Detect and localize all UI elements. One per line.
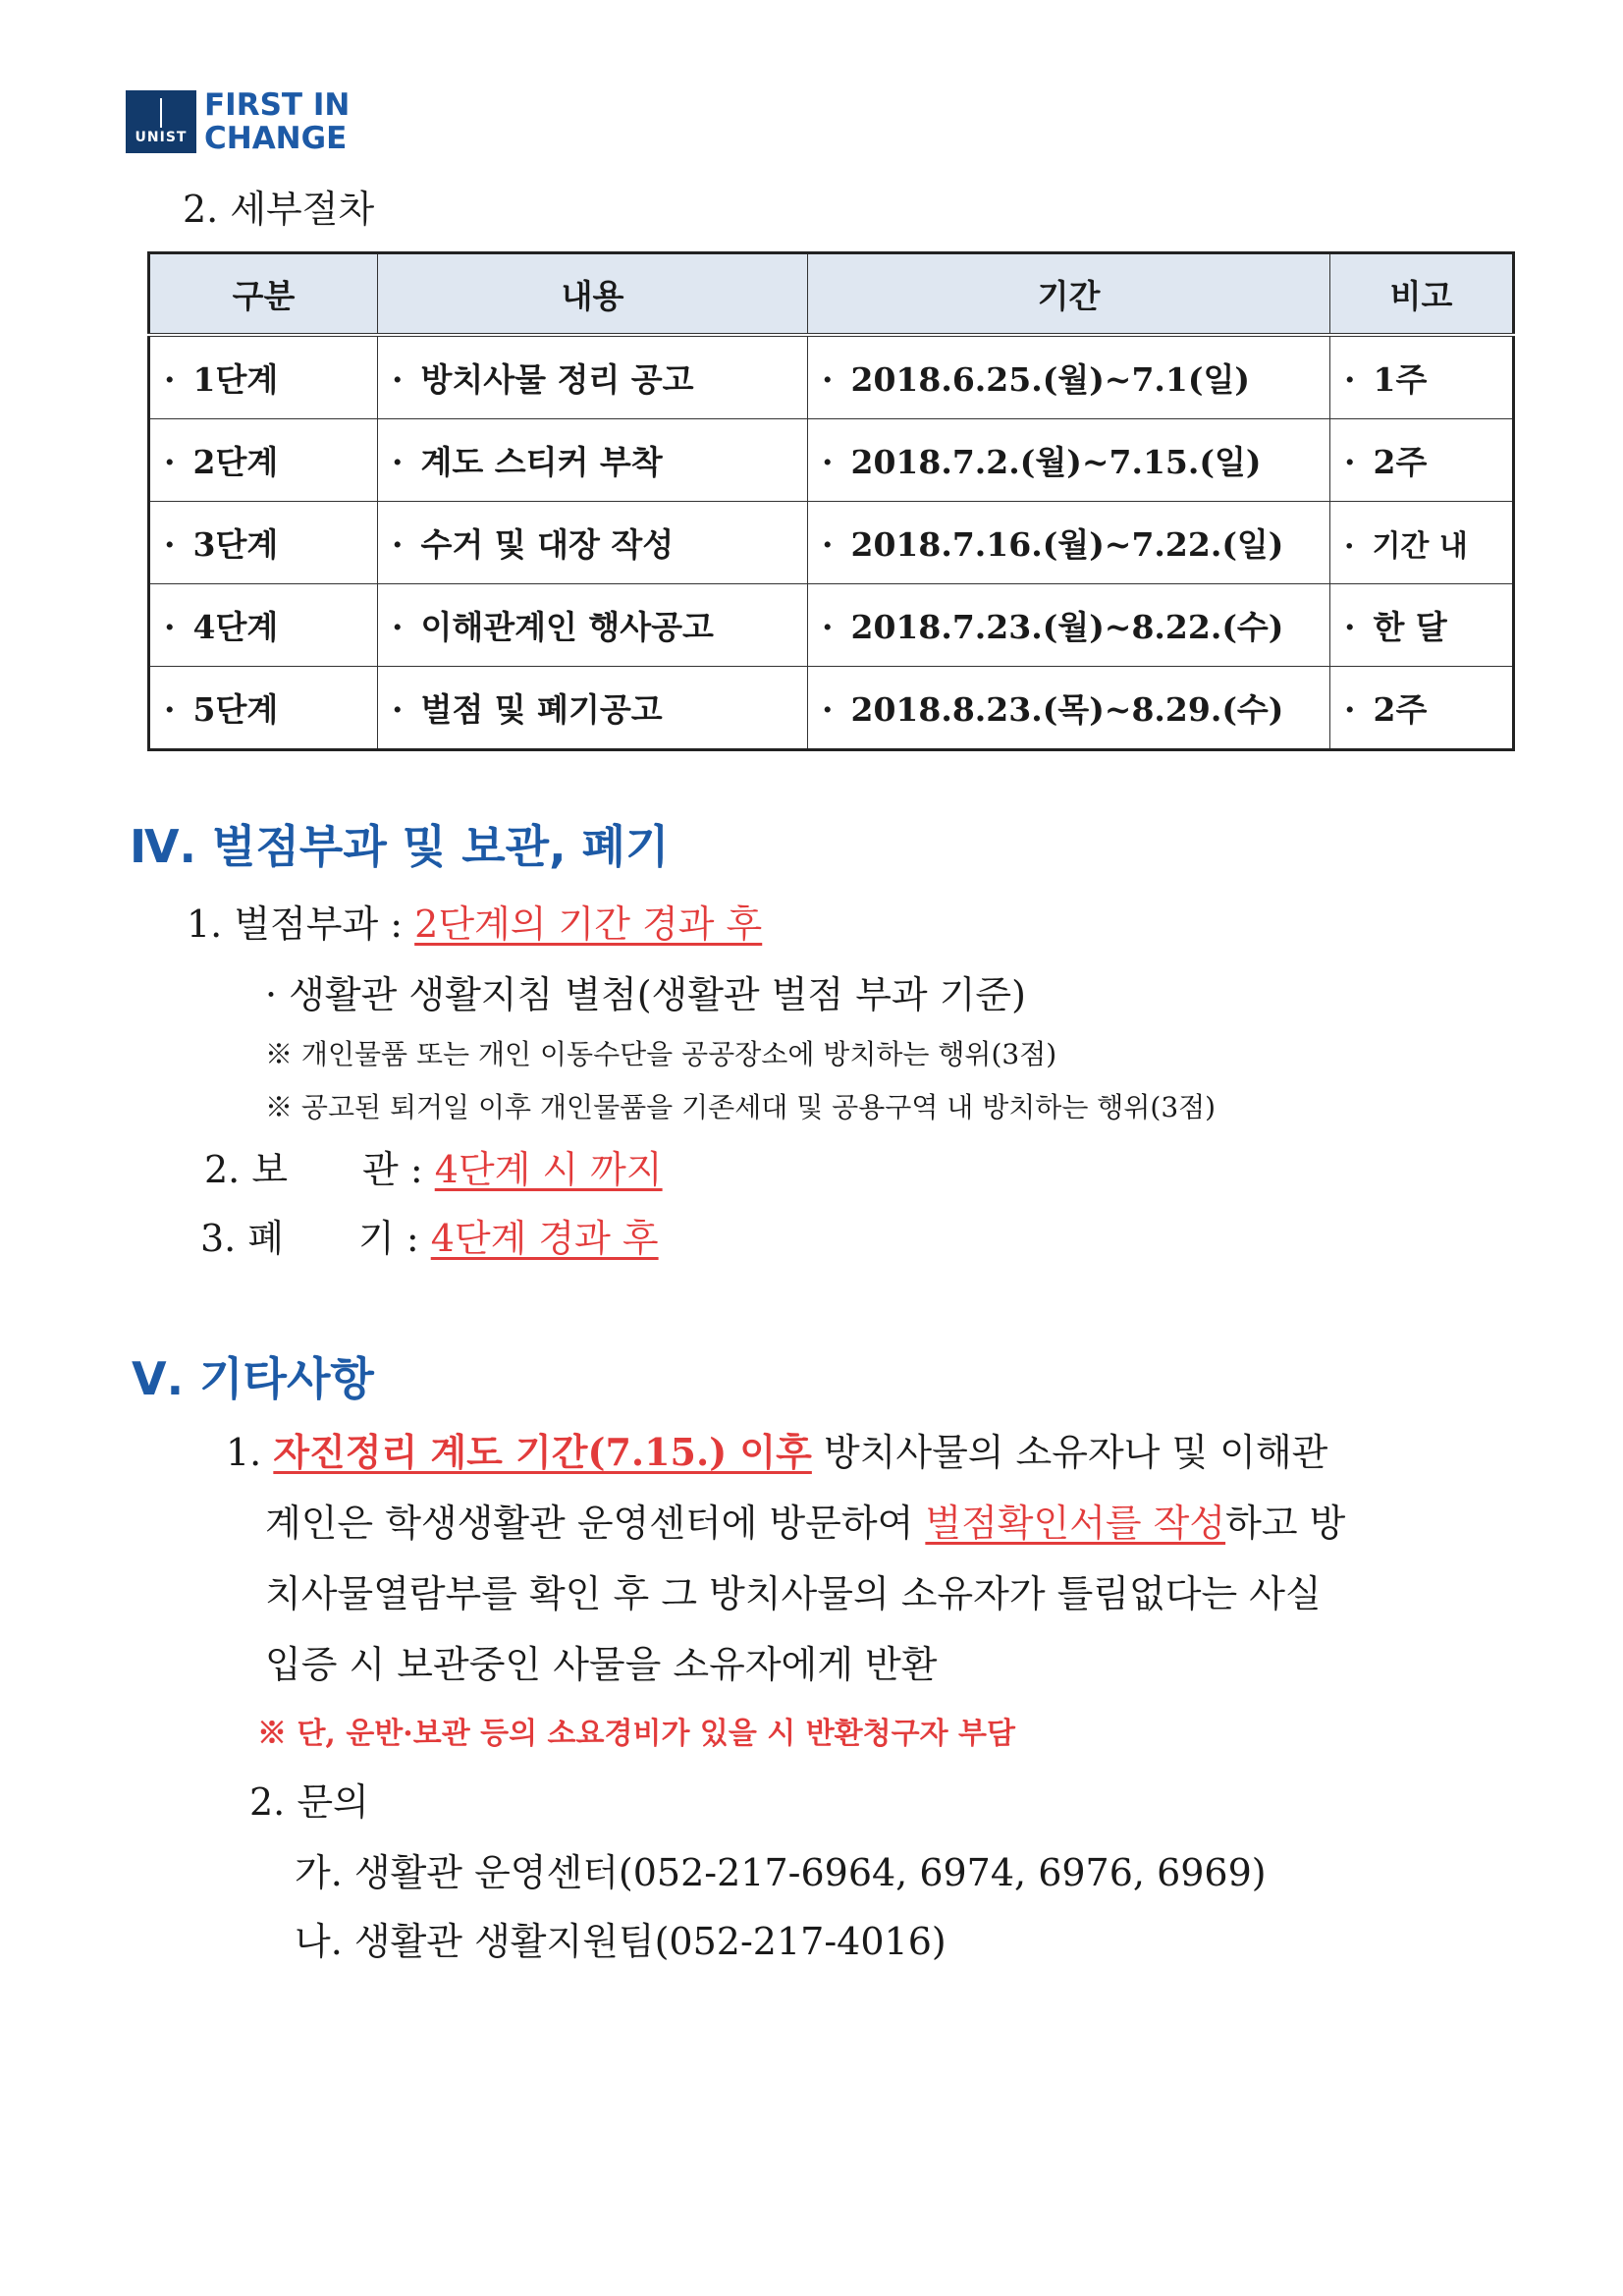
penalty-value: 2단계의 기간 경과 후 xyxy=(414,902,763,946)
period-cell: · 2018.7.16.(월)~7.22.(일) xyxy=(808,502,1330,584)
section4-heading: Ⅳ. 벌점부과 및 보관, 폐기 xyxy=(130,820,670,873)
storage-label: 2. 보 관 : xyxy=(204,1148,435,1191)
header-content: 내용 xyxy=(378,253,808,336)
unist-logo xyxy=(126,90,196,153)
period-cell: · 2018.8.23.(목)~8.29.(수) xyxy=(808,667,1330,750)
penalty-item xyxy=(187,894,762,948)
other-item1-line2-a: 계인은 학생생활관 운영센터에 방문하여 xyxy=(265,1502,926,1545)
inquiry-contact-a: 가. 생활관 운영센터(052-217-6964, 6974, 6976, 6969) xyxy=(295,1851,1267,1894)
stage-cell: · 3단계 xyxy=(149,502,378,584)
table-row xyxy=(149,502,1514,584)
stage-cell: · 5단계 xyxy=(149,667,378,750)
table-row xyxy=(149,584,1514,667)
disposal-value: 4단계 경과 후 xyxy=(430,1217,659,1260)
content-cell: · 벌점 및 폐기공고 xyxy=(378,667,808,750)
logo-mark xyxy=(160,98,162,128)
note-cell: · 2주 xyxy=(1330,419,1514,502)
header-period: 기간 xyxy=(808,253,1330,336)
other-item1-line3: 치사물열람부를 확인 후 그 방치사물의 소유자가 틀림없다는 사실 xyxy=(265,1572,1322,1615)
other-item1-line4: 입증 시 보관중인 사물을 소유자에게 반환 xyxy=(265,1643,938,1686)
content-cell: · 방치사물 정리 공고 xyxy=(378,335,808,419)
stage-cell: · 4단계 xyxy=(149,584,378,667)
inquiry-contact-b: 나. 생활관 생활지원팀(052-217-4016) xyxy=(295,1920,947,1963)
penalty-sub: · 생활관 생활지침 별첨(생활관 벌점 부과 기준) xyxy=(265,973,1026,1016)
storage-value: 4단계 시 까지 xyxy=(434,1148,663,1191)
section2-heading: 2. 세부절차 xyxy=(183,188,375,231)
note-cell: · 2주 xyxy=(1330,667,1514,750)
inquiry-heading: 2. 문의 xyxy=(249,1780,369,1824)
content-cell: · 이해관계인 행사공고 xyxy=(378,584,808,667)
logo-text: UNIST xyxy=(135,130,188,145)
cost-note: ※ 단, 운반·보관 등의 소요경비가 있을 시 반환청구자 부담 xyxy=(257,1717,1016,1751)
table-row xyxy=(149,335,1514,419)
penalty-form-highlight: 벌점확인서를 작성 xyxy=(925,1502,1226,1545)
other-item1-line2 xyxy=(265,1493,1345,1547)
table-row xyxy=(149,667,1514,750)
header-stage: 구분 xyxy=(149,253,378,336)
penalty-note-1: ※ 개인물품 또는 개인 이동수단을 공공장소에 방치하는 행위(3점) xyxy=(265,1038,1057,1070)
content-cell: · 수거 및 대장 작성 xyxy=(378,502,808,584)
period-cell: · 2018.6.25.(월)~7.1(일) xyxy=(808,335,1330,419)
storage-item xyxy=(204,1139,663,1193)
stage-cell: · 2단계 xyxy=(149,419,378,502)
period-cell: · 2018.7.2.(월)~7.15.(일) xyxy=(808,419,1330,502)
note-cell: · 1주 xyxy=(1330,335,1514,419)
penalty-label: 1. 벌점부과 : xyxy=(187,902,415,946)
other-item1-line2-b: 하고 방 xyxy=(1225,1502,1346,1545)
header-note: 비고 xyxy=(1330,253,1514,336)
steps-table xyxy=(147,251,1515,751)
table-row xyxy=(149,419,1514,502)
table-header-row xyxy=(149,253,1514,336)
note-cell: · 한 달 xyxy=(1330,584,1514,667)
stage-cell: · 1단계 xyxy=(149,335,378,419)
content-cell: · 계도 스티커 부착 xyxy=(378,419,808,502)
disposal-item xyxy=(200,1208,659,1262)
note-cell: · 기간 내 xyxy=(1330,502,1514,584)
period-cell: · 2018.7.23.(월)~8.22.(수) xyxy=(808,584,1330,667)
penalty-note-2: ※ 공고된 퇴거일 이후 개인물품을 기존세대 및 공용구역 내 방치하는 행위(3점) xyxy=(265,1091,1217,1123)
other-item1-number: 1. xyxy=(226,1431,274,1474)
other-item1-line1-text: 방치사물의 소유자나 및 이해관 xyxy=(811,1431,1328,1474)
other-item1-line1 xyxy=(226,1422,1327,1476)
other-item1-highlight: 자진정리 계도 기간(7.15.) 이후 xyxy=(273,1430,812,1474)
section5-heading: Ⅴ. 기타사항 xyxy=(132,1352,374,1405)
slogan-line1: FIRST IN xyxy=(204,87,351,123)
disposal-label: 3. 폐 기 : xyxy=(200,1217,431,1260)
slogan-line2: CHANGE xyxy=(204,121,348,156)
